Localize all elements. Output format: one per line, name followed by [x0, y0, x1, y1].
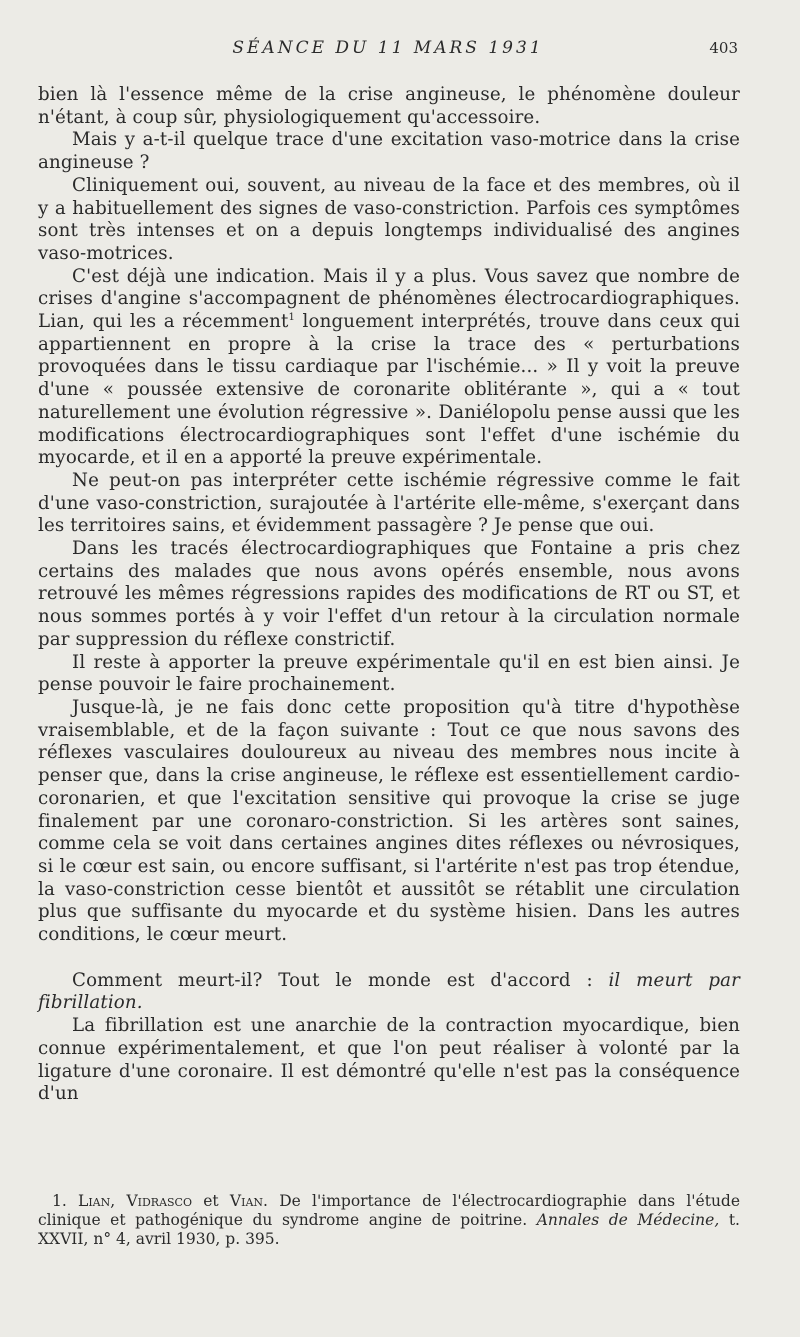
paragraph-7: Il reste à apporter la preuve expérimentale qu'il en est bien ainsi. Je pense pouvoir le faire prochainement.: [38, 651, 740, 696]
paragraph-9-part-1: Comment meurt-il? Tout le monde est d'accord :: [72, 969, 609, 991]
paragraph-2: Mais y a-t-il quelque trace d'une excitation vaso-motrice dans la crise angineuse ?: [38, 129, 740, 174]
footnote-text: 1. Lian, Vidrasco et Vian. De l'importance de l'électrocardiographie dans l'étude clinique et pathogénique du syndrome angine de poitrine. Annales de Médecine, t. XXVII, n° 4, avril 1930, p. 395.: [38, 1192, 741, 1248]
footnote-title: De l'importance de l'électrocardiographie dans l'étude clinique et pathogénique du syndrome angine de poitrine.: [38, 1192, 741, 1229]
footnote-connector: et: [203, 1192, 219, 1210]
footnote: [38, 1192, 740, 1249]
footnote-author-3: Vian: [229, 1192, 264, 1210]
page-number: 403: [709, 39, 738, 57]
paragraph-10: La fibrillation est une anarchie de la contraction myocardique, bien connue expérimentalement, et que l'on peut réaliser à volonté par la ligature d'une coronaire. Il est démontré qu'elle n'est pas la conséquence d'un: [38, 1015, 740, 1105]
paragraph-1: bien là l'essence même de la crise angineuse, le phénomène douleur n'étant, à coup sûr, physiologiquement qu'accessoire.: [38, 84, 740, 128]
paragraph-3: Cliniquement oui, souvent, au niveau de la face et des membres, où il y a habituellement des signes de vaso-constriction. Parfois ces symptômes sont très intenses et on a depuis longtemps individualisé des angines vaso-motrices.: [38, 174, 740, 264]
paragraph-6: Dans les tracés électrocardiographiques que Fontaine a pris chez certains des malades que nous avons opérés ensemble, nous avons retrouvé les mêmes régressions rapides des modifications de RT ou ST, et nous sommes portés à y voir l'effet d'un retour à la circulation normale par suppression du réflexe constrictif.: [38, 538, 740, 650]
paragraph-9-italic: il meurt par fibrillation.: [38, 969, 740, 1014]
running-title: SÉANCE DU 11 MARS 1931: [232, 38, 544, 58]
footnote-journal: Annales de Médecine,: [536, 1211, 720, 1229]
body-text: [38, 84, 740, 1106]
footnote-author-2: Vidrasco: [126, 1192, 192, 1210]
footnote-reference-detail: t. XXVII, n° 4, avril 1930, p. 395.: [38, 1211, 740, 1248]
paragraph-4-part-2: longuement interprétés, trouve dans ceux qui appartiennent en propre à la crise la trace des « perturbations provoquées dans le tissu cardiaque par l'ischémie... » Il y voit la preuve d'une « poussée extensive de coronarite oblitérante », qui a « tout naturellement une évolution régressive ». Daniélopolu pense aussi que les modifications électrocardiographiques sont l'effet d'une ischémie du myocarde, et il en a apporté la preuve expérimentale.: [38, 311, 740, 469]
paragraph-4: [38, 266, 740, 470]
paragraph-9: [38, 970, 740, 1015]
footnote-reference: 1: [288, 311, 295, 323]
running-head: [38, 38, 738, 62]
paragraph-4-part-1: C'est déjà une indication. Mais il y a plus. Vous savez que nombre de crises d'angine s'accompagnent de phénomènes électrocardiographiques. Lian, qui les a récemment: [38, 265, 740, 333]
footnote-author-1: Lian: [78, 1192, 111, 1210]
paragraph-5: Ne peut-on pas interpréter cette ischémie régressive comme le fait d'une vaso-constriction, surajoutée à l'artérite elle-même, s'exerçant dans les territoires sains, et évidemment passagère ? Je pense que oui.: [38, 469, 740, 537]
paragraph-8: Jusque-là, je ne fais donc cette proposition qu'à titre d'hypothèse vraisemblable, et de la façon suivante : Tout ce que nous savons des réflexes vasculaires douloureux au niveau des membres nous incite à penser que, dans la crise angineuse, le réflexe est essentiellement cardio-coronarien, et que l'excitation sensitive qui provoque la crise se juge finalement par une coronaro-constriction. Si les artères sont saines, comme cela se voit dans certaines angines dites réflexes ou névrosiques, si le cœur est sain, ou encore suffisant, si l'artérite n'est pas trop étendue, la vaso-constriction cesse bientôt et aussitôt se rétablit une circulation plus que suffisante du myocarde et du système hisien. Dans les autres conditions, le cœur meurt.: [38, 696, 740, 946]
footnote-number: 1.: [52, 1192, 67, 1210]
